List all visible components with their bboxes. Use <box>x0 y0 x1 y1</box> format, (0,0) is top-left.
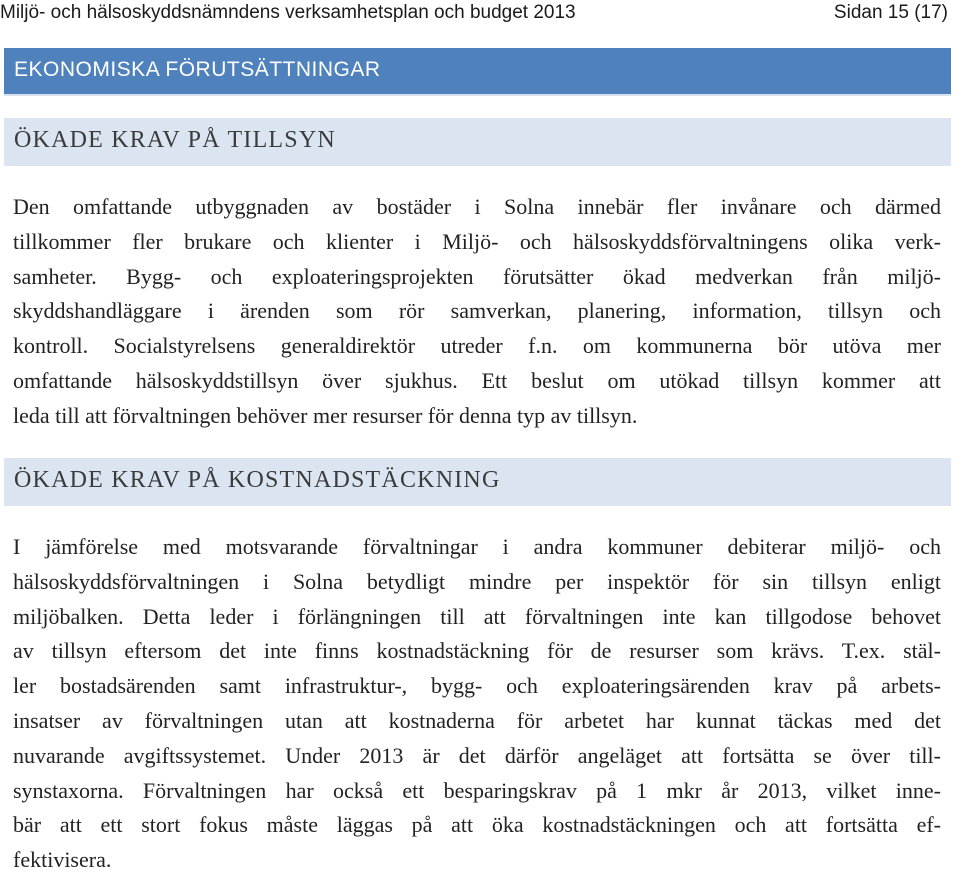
paragraph-line: miljöbalken. Detta leder i förlängningen till att förvaltningen inte kan tillgodose behovet <box>13 603 941 629</box>
subheading-kostnadstackning: ÖKADE KRAV PÅ KOSTNADSTÄCKNING <box>14 467 501 493</box>
paragraph-line: ler bostadsärenden samt infrastruktur-, bygg- och exploateringsärenden krav på arbets- <box>13 673 941 699</box>
page-header <box>0 0 960 36</box>
paragraph-line: nuvarande avgiftssystemet. Under 2013 är det därför angeläget att fortsätta se över till- <box>13 742 941 768</box>
paragraph-line: fektivisera. <box>13 847 112 873</box>
paragraph-line: insatser av förvaltningen utan att kostnaderna för arbetet har kunnat täckas med det <box>13 707 941 733</box>
paragraph-line: hälsoskyddsförvaltningen i Solna betydligt mindre per inspektör för sin tillsyn enligt <box>13 568 941 594</box>
document-title: Miljö- och hälsoskyddsnämndens verksamhetsplan och budget 2013 <box>0 2 576 23</box>
paragraph-line: samheter. Bygg- och exploateringsprojekten förutsätter ökad medverkan från miljö- <box>13 263 941 289</box>
paragraph-line: bär att ett stort fokus måste läggas på att öka kostnadstäckningen och att fortsätta ef- <box>13 812 941 838</box>
paragraph-line: leda till att förvaltningen behöver mer resurser för denna typ av tillsyn. <box>13 402 638 428</box>
paragraph-line: I jämförelse med motsvarande förvaltningar i andra kommuner debiterar miljö- och <box>13 534 941 559</box>
paragraph-tillsyn <box>13 190 941 434</box>
paragraph-line: omfattande hälsoskyddstillsyn över sjukhus. Ett beslut om utökad tillsyn kommer att <box>13 367 941 393</box>
subheading-tillsyn: ÖKADE KRAV PÅ TILLSYN <box>14 127 336 153</box>
section-banner <box>4 48 951 96</box>
paragraph-kostnadstackning <box>13 530 941 878</box>
subheading-bar-tillsyn <box>4 118 951 166</box>
page-number: Sidan 15 (17) <box>833 2 948 23</box>
subheading-bar-kostnadstackning <box>4 458 951 506</box>
paragraph-line: av tillsyn eftersom det inte finns kostnadstäckning för de resurser som krävs. T.ex. stäl- <box>13 638 941 664</box>
section-title: EKONOMISKA FÖRUTSÄTTNINGAR <box>14 58 381 81</box>
paragraph-line: skyddshandläggare i ärenden som rör samverkan, planering, information, tillsyn och <box>13 298 941 324</box>
paragraph-line: Den omfattande utbyggnaden av bostäder i Solna innebär fler invånare och därmed <box>13 194 941 219</box>
paragraph-line: kontroll. Socialstyrelsens generaldirektör utreder f.n. om kommunerna bör utöva mer <box>13 333 941 359</box>
paragraph-line: tillkommer fler brukare och klienter i Miljö- och hälsoskyddsförvaltningens olika verk- <box>13 228 941 254</box>
paragraph-line: synstaxorna. Förvaltningen har också ett besparingskrav på 1 mkr år 2013, vilket inne- <box>13 777 941 803</box>
